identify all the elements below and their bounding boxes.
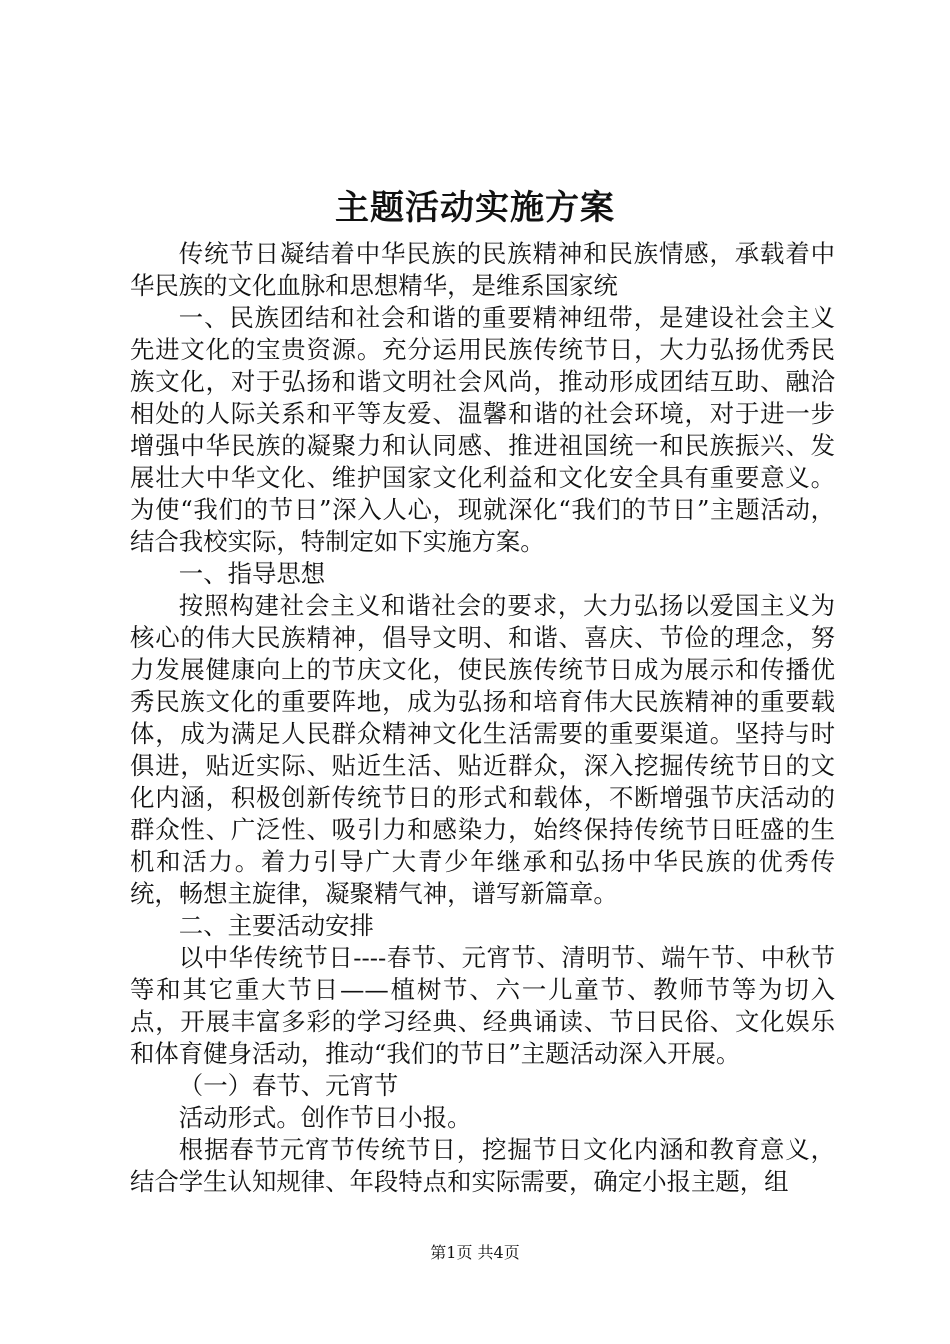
- document-body: [130, 238, 835, 1198]
- paragraph: 以中华传统节日----春节、元宵节、清明节、端午节、中秋节等和其它重大节日——植树节、六一儿童节、教师节等为切入点，开展丰富多彩的学习经典、经典诵读、节日民俗、文化娱乐和体育健身活动，推动“我们的节日”主题活动深入开展。: [130, 943, 835, 1068]
- paragraph: 根据春节元宵节传统节日，挖掘节日文化内涵和教育意义，结合学生认知规律、年段特点和实际需要，确定小报主题，组: [130, 1135, 835, 1196]
- subsection-heading: （一）春节、元宵节: [178, 1071, 399, 1100]
- paragraph: 一、民族团结和社会和谐的重要精神纽带，是建设社会主义先进文化的宝贵资源。充分运用民族传统节日，大力弘扬优秀民族文化，对于弘扬和谐文明社会风尚，推动形成团结互助、融洽相处的人际关系和平等友爱、温馨和谐的社会环境，对于进一步增强中华民族的凝聚力和认同感、推进祖国统一和民族振兴、发展壮大中华文化、维护国家文化利益和文化安全具有重要意义。为使“我们的节日”深入人心，现就深化“我们的节日”主题活动，结合我校实际，特制定如下实施方案。: [130, 303, 835, 556]
- page-footer: 第1页 共4页: [430, 1243, 520, 1262]
- section-heading: 一、指导思想: [178, 559, 326, 588]
- document-title: 主题活动实施方案: [335, 188, 615, 228]
- section-heading: 二、主要活动安排: [178, 911, 374, 940]
- paragraph: 按照构建社会主义和谐社会的要求，大力弘扬以爱国主义为核心的伟大民族精神，倡导文明、和谐、喜庆、节俭的理念，努力发展健康向上的节庆文化，使民族传统节日成为展示和传播优秀民族文化的重要阵地，成为弘扬和培育伟大民族精神的重要载体，成为满足人民群众精神文化生活需要的重要渠道。坚持与时俱进，贴近实际、贴近生活、贴近群众，深入挖掘传统节日的文化内涵，积极创新传统节日的形式和载体，不断增强节庆活动的群众性、广泛性、吸引力和感染力，始终保持传统节日旺盛的生机和活力。着力引导广大青少年继承和弘扬中华民族的优秀传统，畅想主旋律，凝聚精气神，谱写新篇章。: [130, 591, 835, 908]
- paragraph: 传统节日凝结着中华民族的民族精神和民族情感，承载着中华民族的文化血脉和思想精华，是维系国家统: [130, 239, 835, 300]
- paragraph: 活动形式。创作节日小报。: [178, 1103, 472, 1132]
